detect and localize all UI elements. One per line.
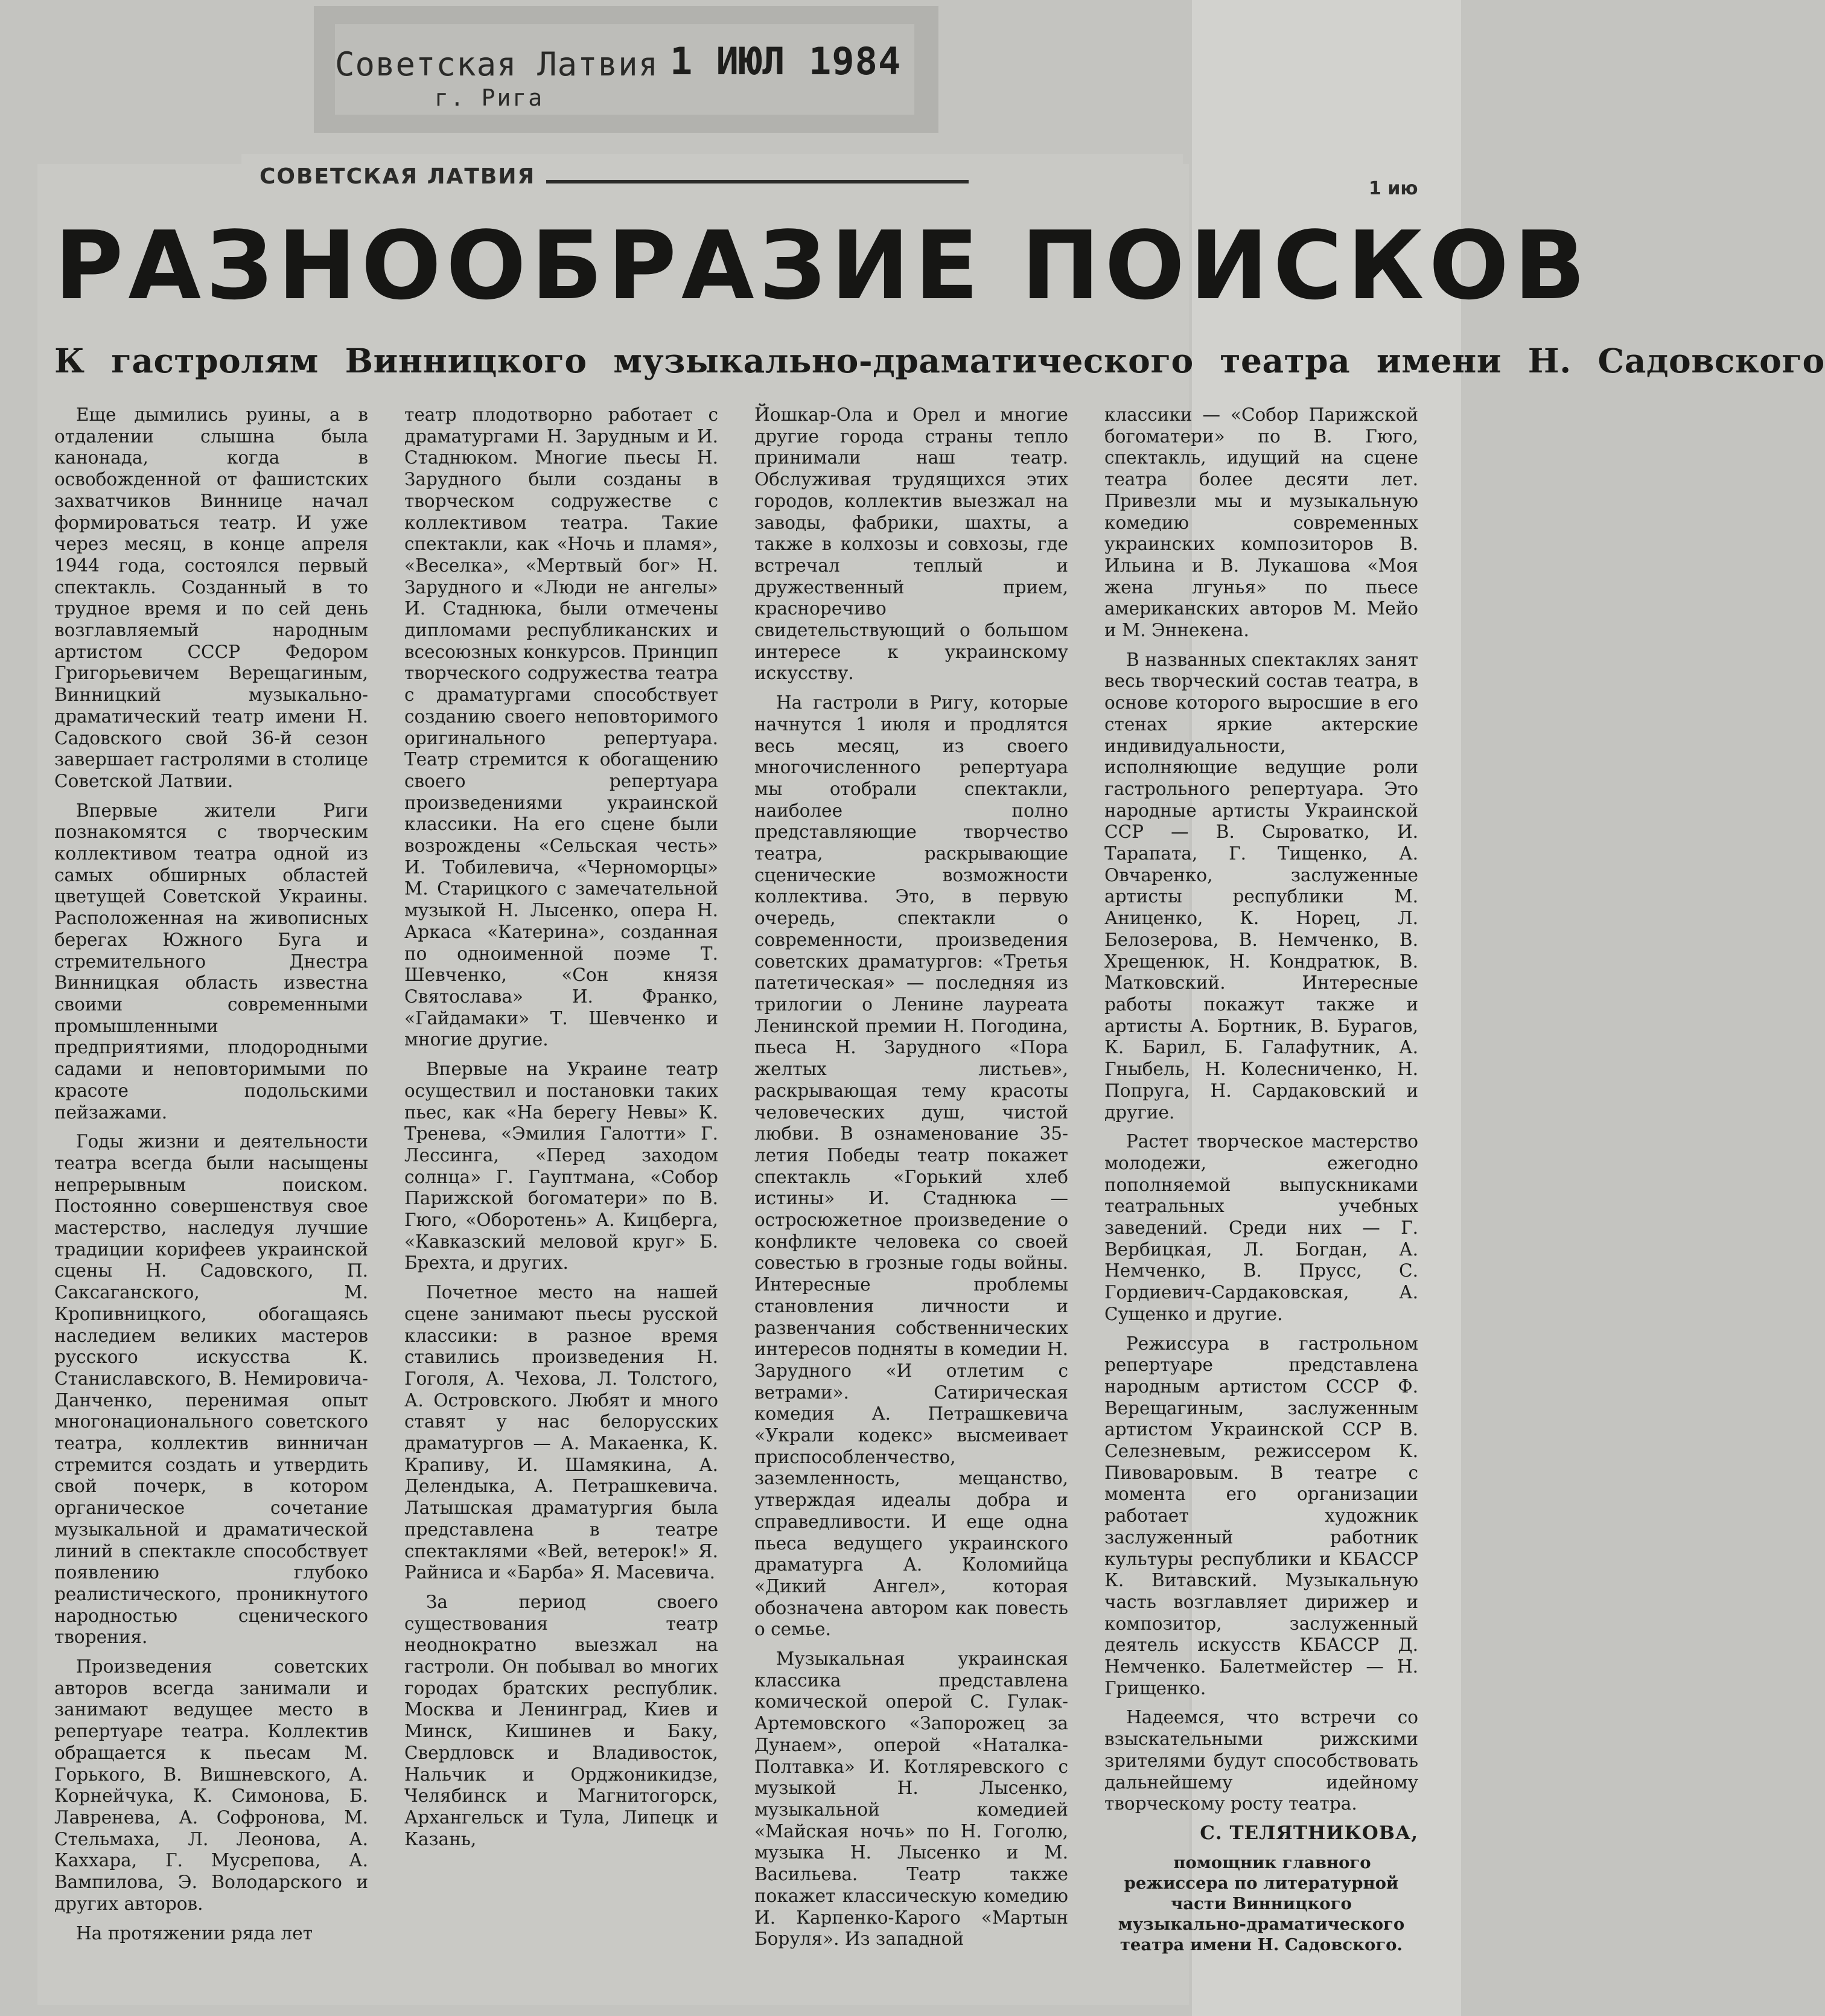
paragraph: Впервые жители Риги познакомятся с творческим коллективом театра одной из самых обширных областей цветущей Советской Украины. Расположенная на живописных берегах Южного Буга и стремительного Днестра Винницкая область известна своими современными промышленными предприятиями, плодородными садами и неповторимыми по красоте подольскими пейзажами. [54,800,368,1123]
article-column-2 [404,404,718,1980]
paragraph: Почетное место на нашей сцене занимают пьесы русской классики: в разное время ставились произведения Н. Гоголя, А. Чехова, Л. Толстого, А. Островского. Любят и много ставят у нас белорусских драматургов — А. Макаенка, К. Крапиву, И. Шамякина, А. Делендыка, А. Петрашкевича. Латышская драматургия была представлена в театре спектаклями «Вей, ветерок!» Я. Райниса и «Барба» Я. Масевича. [404,1282,718,1583]
paragraph: Произведения советских авторов всегда занимали и занимают ведущее место в репертуаре театра. Коллектив обращается к пьесам М. Горького, В. Вишневского, А. Корнейчука, К. Симонова, Б. Лавренева, А. Софронова, М. Стельмаха, Л. Леонова, А. Каххара, Г. Мусрепова, А. Вампилова, Э. Володарского и других авторов. [54,1656,368,1914]
paragraph: Музыкальная украинская классика представлена комической оперой С. Гулак-Артемовского «Запорожец за Дунаем», оперой «Наталка-Полтавка» И. Котляревского с музыкой Н. Лысенко, музыкальной комедией «Майская ночь» по Н. Гоголю, музыка Н. Лысенко и М. Васильева. Театр также покажет классическую комедию И. Карпенко-Карого «Мартын Боруля». Из западной [754,1648,1068,1950]
headline: РАЗНООБРАЗИЕ ПОИСКОВ [54,211,1591,321]
masthead-corner-date: 1 ию [1369,178,1418,199]
paragraph: В названных спектаклях занят весь творческий состав театра, в основе которого выросшие в его стенах яркие актерские индивидуальности, исполняющие ведущие роли гастрольного репертуара. Это народные артисты Украинской ССР — В. Сыроватко, И. Тарапата, Г. Тищенко, А. Овчаренко, заслуженные артисты республики М. Аниценко, К. Норец, Л. Белозерова, В. Немченко, В. Хрещенюк, Н. Кондратюк, В. Матковский. Интересные работы покажут также и артисты А. Бортник, В. Бурагов, К. Барил, Б. Галафутник, А. Гныбель, Н. Колесниченко, Н. Попруга, Н. Сардаковский и другие. [1104,649,1418,1123]
subheadline: К гастролям Винницкого музыкально-драматического театра имени Н. Садовского [54,341,1825,380]
paragraph: На протяжении ряда лет [76,1922,313,1944]
paragraph: Растет творческое мастерство молодежи, ежегодно пополняемой выпускниками театральных учебных заведений. Среди них — Г. Вербицкая, Л. Богдан, А. Немченко, В. Прусс, С. Гордиевич-Сардаковская, А. Сущенко и другие. [1104,1131,1418,1324]
byline-author: С. ТЕЛЯТНИКОВА, [1200,1822,1418,1844]
masthead-rule [546,180,969,183]
source-newspaper-stamp: Советская Латвия [335,45,659,83]
paragraph: За период своего существования театр неоднократно выезжал на гастроли. Он побывал во многих городах братских республик. Москва и Ленинград, Киев и Минск, Кишинев и Баку, Свердловск и Владивосток, Нальчик и Орджоникидзе, Челябинск и Магнитогорск, Архангельск и Тула, Липецк и Казань, [404,1591,718,1849]
article-column-1 [54,404,368,1980]
article-body [54,404,1424,1980]
paragraph: Впервые на Украине театр осуществил и постановки таких пьес, как «На берегу Невы» К. Тренева, «Эмилия Галотти» Г. Лессинга, «Перед заходом солнца» Г. Гауптмана, «Собор Парижской богоматери» по В. Гюго, «Оборотень» А. Кицберга, «Кавказский меловой круг» Б. Брехта, и других. [404,1059,718,1274]
paragraph: театр плодотворно работает с драматургами Н. Зарудным и И. Стаднюком. Многие пьесы Н. Зарудного были созданы в творческом содружестве с коллективом театра. Такие спектакли, как «Ночь и пламя», «Веселка», «Мертвый бог» Н. Зарудного и «Люди не ангелы» И. Стаднюка, были отмечены дипломами республиканских и всесоюзных конкурсов. Принцип творческого содружества театра с драматургами способствует созданию своего неповторимого оригинального репертуара. Театр стремится к обогащению своего репертуара произведениями украинской классики. На его сцене были возрождены «Сельская честь» И. Тобилевича, «Черноморцы» М. Старицкого с замечательной музыкой Н. Лысенко, опера Н. Аркаса «Катерина», созданная по одноименной поэме Т. Шевченко, «Сон князя Святослава» И. Франко, «Гайдамаки» Т. Шевченко и многие другие. [404,404,718,1050]
paragraph: классики — «Собор Парижской богоматери» по В. Гюго, спектакль, идущий на сцене театра более десяти лет. Привезли мы и музыкальную комедию современных украинских композиторов В. Ильина и В. Лукашова «Моя жена лгунья» по пьесе американских авторов М. Мейо и М. Эннекена. [1104,404,1418,641]
paragraph: Режиссура в гастрольном репертуаре представлена народным артистом СССР Ф. Верещагиным, заслуженным артистом Украинской ССР В. Селезневым, режиссером К. Пивоваровым. В театре с момента его организации работает художник заслуженный работник культуры республики и КБАССР К. Витавский. Музыкальную часть возглавляет дирижер и композитор, заслуженный деятель искусств КБАССР Д. Немченко. Балетмейстер — Н. Грищенко. [1104,1333,1418,1699]
byline-role: помощник главного режиссера по литературной части Винницкого музыкально-драматического театра имени Н. Садовского. [1118,1852,1405,1954]
paragraph: Годы жизни и деятельности театра всегда были насыщены непрерывным поиском. Постоянно совершенствуя свое мастерство, наследуя лучшие традиции корифеев украинской сцены Н. Садовского, П. Саксаганского, М. Кропивницкого, обогащаясь наследием великих мастеров русского искусства К. Станиславского, В. Немировича-Данченко, перенимая опыт многонационального советского театра, коллектив винничан стремится создать и утвердить свой почерк, в котором органическое сочетание музыкальной и драматической линий в спектакле способствует появлению глубоко реалистического, проникнутого народностью сценического творения. [54,1131,368,1648]
article-column-4 [1104,404,1418,1980]
masthead: СОВЕТСКАЯ ЛАТВИЯ [260,164,536,189]
paragraph: На гастроли в Ригу, которые начнутся 1 июля и продлятся весь месяц, из своего многочисленного репертуара мы отобрали спектакли, наиболее полно представляющие творчество театра, раскрывающие сценические возможности коллектива. Это, в первую очередь, спектакли о современности, произведения советских драматургов: «Третья патетическая» — последняя из трилогии о Ленине лауреата Ленинской премии Н. Погодина, пьеса Н. Зарудного «Пора желтых листьев», раскрывающая тему красоты человеческих душ, чистой любви. В ознаменование 35-летия Победы театр покажет спектакль «Горький хлеб истины» И. Стаднюка — остросюжетное произведение о конфликте человека со своей совестью в грозные годы войны. Интересные проблемы становления личности и развенчания собственнических интересов подняты в комедии Н. Зарудного «И отлетим с ветрами». Сатирическая комедия А. Петрашкевича «Украли кодекс» высмеивает приспособленчество, заземленность, мещанство, утверждая идеалы добра и справедливости. И еще одна пьеса ведущего украинского драматурга А. Коломийца «Дикий Ангел», которая обозначена автором как повесть о семье. [754,692,1068,1640]
article-column-3 [754,404,1068,1980]
paragraph: Еще дымились руины, а в отдалении слышна была канонада, когда в освобожденной от фашистских захватчиков Виннице начал формироваться театр. И уже через месяц, в конце апреля 1944 года, состоялся первый спектакль. Созданный в то трудное время и по сей день возглавляемый народным артистом СССР Федором Григорьевичем Верещагиным, Винницкий музыкально-драматический театр имени Н. Садовского свой 36-й сезон завершает гастролями в столице Советской Латвии. [54,404,368,791]
paragraph: Йошкар-Ола и Орел и многие другие города страны тепло принимали наш театр. Обслуживая трудящихся этих городов, коллектив выезжал на заводы, фабрики, шахты, а также в колхозы и совхозы, где встречал теплый и дружественный прием, красноречиво свидетельствующий о большом интересе к украинскому искусству. [754,404,1068,684]
source-city-stamp: г. Рига [435,85,544,111]
date-stamp: 1 ИЮЛ 1984 [670,39,902,83]
paragraph: Надеемся, что встречи со взыскательными рижскими зрителями будут способствовать дальнейшему идейному творческому росту театра. [1104,1707,1418,1814]
